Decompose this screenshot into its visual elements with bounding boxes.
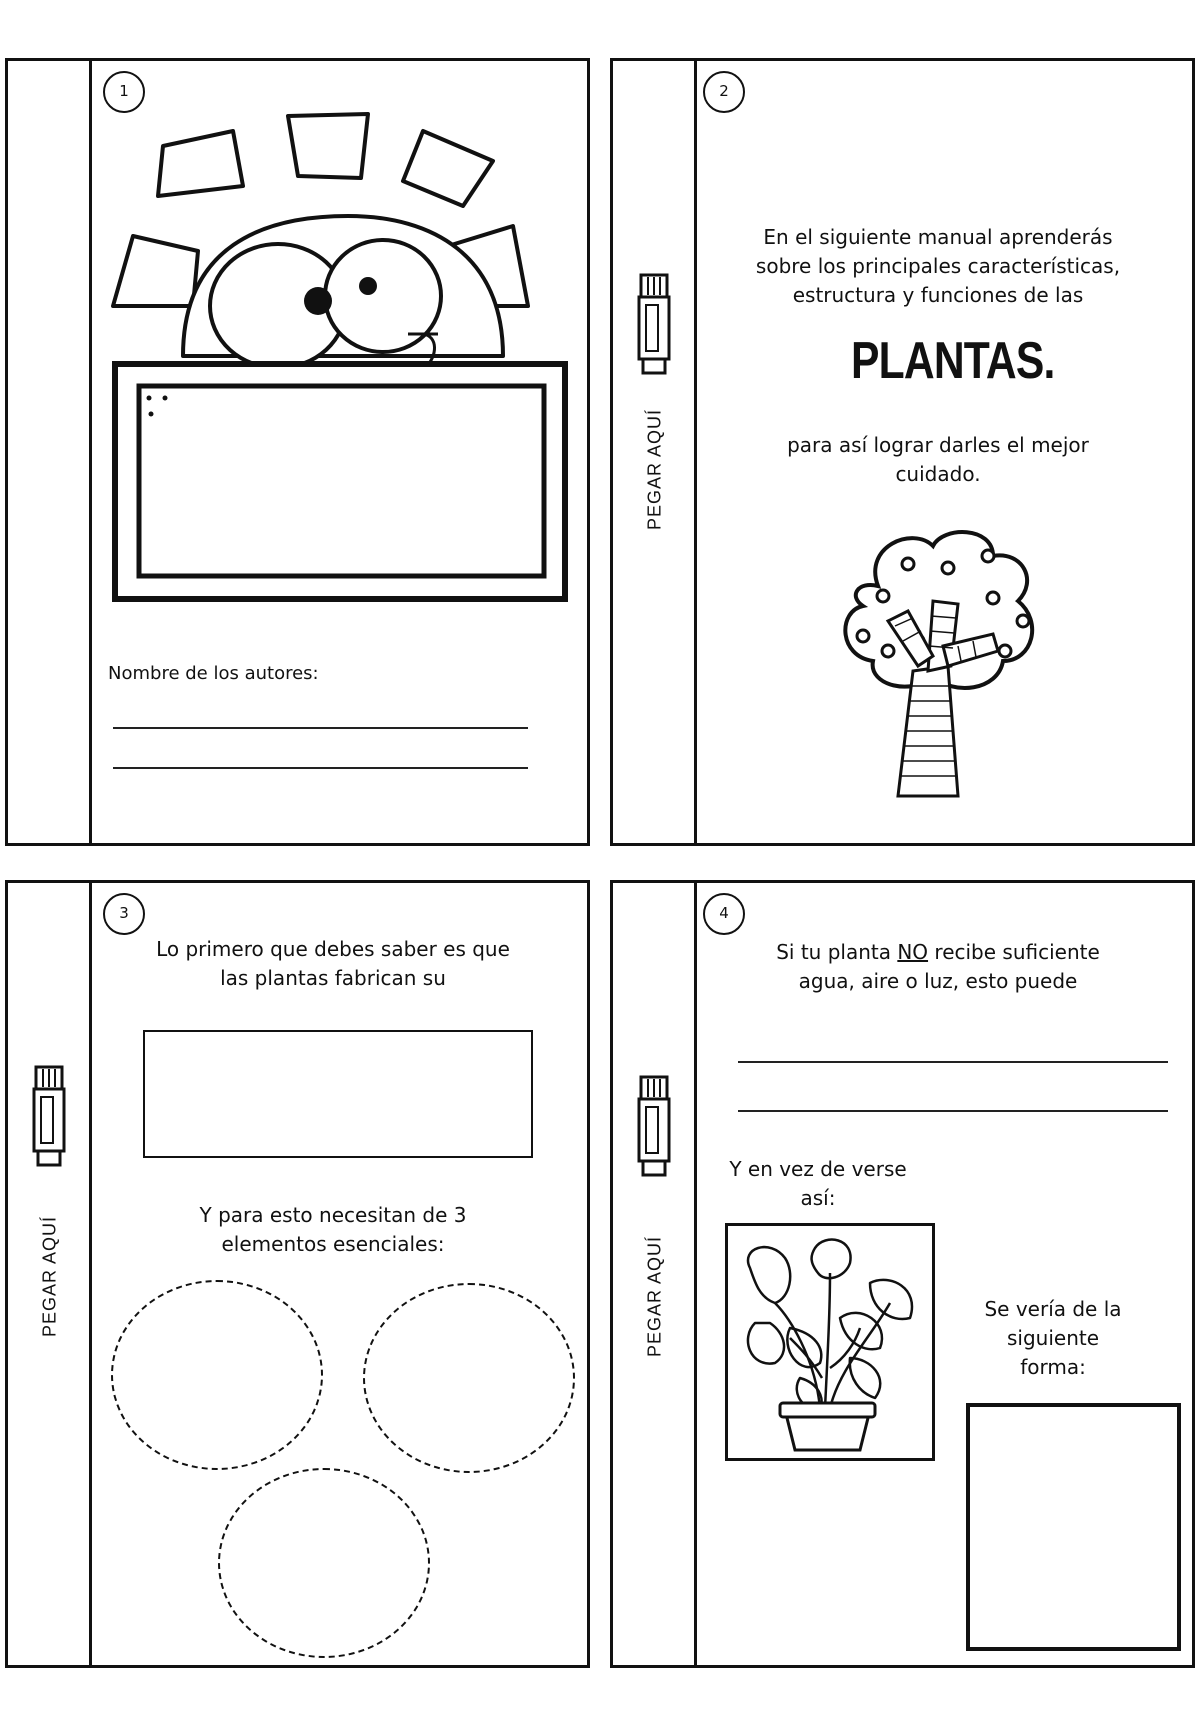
author-line-2[interactable]: [113, 767, 528, 769]
element-circle-2[interactable]: [363, 1283, 575, 1473]
glue-here-label: PEGAR AQUÍ: [39, 1215, 60, 1338]
page-3: [5, 880, 590, 1668]
answer-line-2[interactable]: [738, 1110, 1168, 1112]
page-number: 3: [103, 893, 145, 935]
page-number: 4: [703, 893, 745, 935]
answer-line-1[interactable]: [738, 1061, 1168, 1063]
intro-text: Lo primero que debes saber es que las plantas fabrican su: [156, 937, 510, 990]
glue-here-label: PEGAR AQUÍ: [644, 1235, 665, 1358]
healthy-plant-frame: [725, 1223, 935, 1461]
page-1: [5, 58, 590, 846]
tree-illustration: [833, 526, 1043, 806]
element-circle-3[interactable]: [218, 1468, 430, 1658]
element-circle-1[interactable]: [111, 1280, 323, 1470]
author-line-1[interactable]: [113, 727, 528, 729]
page-number: 1: [103, 71, 145, 113]
comparison-text: Y en vez de verse así:: [729, 1157, 907, 1210]
intro-text: Si tu planta NO recibe suficiente agua, aire o luz, esto puede: [776, 940, 1100, 993]
glue-here-label: PEGAR AQUÍ: [644, 408, 665, 531]
glue-stick-icon: [637, 273, 671, 378]
page-4: [610, 880, 1195, 1668]
answer-box[interactable]: [143, 1030, 533, 1158]
page-number: 2: [703, 71, 745, 113]
potted-plant-illustration: [730, 1228, 930, 1456]
elements-text: Y para esto necesitan de 3 elementos esenciales:: [199, 1203, 467, 1256]
drawing-box[interactable]: [966, 1403, 1181, 1651]
glue-stick-icon: [637, 1075, 671, 1180]
title-plantas: PLANTAS.: [851, 332, 1055, 390]
intro-text: En el siguiente manual aprenderás sobre los principales características, estructura y funciones de las: [755, 225, 1121, 307]
result-text: Se vería de la siguiente forma:: [984, 1297, 1122, 1379]
glue-stick-icon: [32, 1065, 66, 1170]
authors-label: Nombre de los autores:: [108, 663, 319, 684]
purpose-text: para así lograr darles el mejor cuidado.: [787, 433, 1089, 486]
no-emphasis: NO: [897, 940, 929, 964]
page-2: [610, 58, 1195, 846]
sun-mascot-illustration: [103, 106, 583, 516]
binding-strip: [8, 61, 92, 843]
